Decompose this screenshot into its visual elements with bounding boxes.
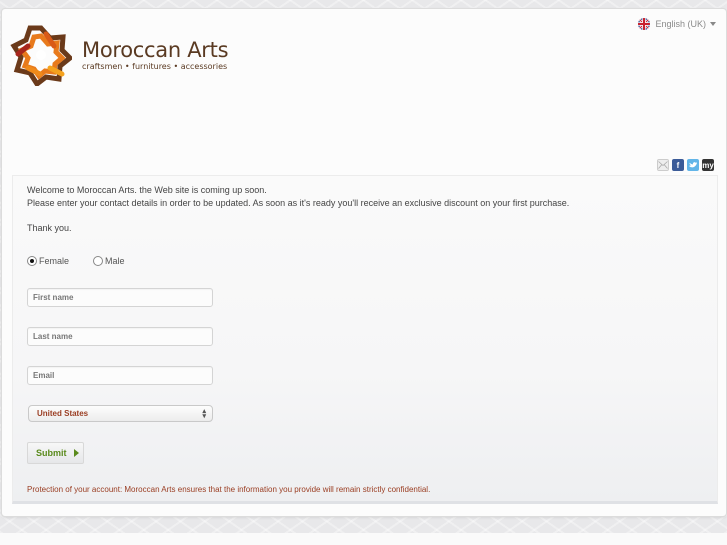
gender-male-label: Male xyxy=(105,256,125,266)
myspace-icon[interactable]: my xyxy=(702,160,714,170)
submit-label: Submit xyxy=(36,448,67,458)
play-arrow-icon xyxy=(74,449,79,457)
privacy-notice: Protection of your account: Moroccan Arts ensures that the information you provide will remain strictly confidential. xyxy=(27,485,431,494)
radio-checked-icon xyxy=(27,256,37,266)
twitter-icon[interactable] xyxy=(687,159,699,171)
last-name-input[interactable] xyxy=(27,327,213,346)
chevron-down-icon xyxy=(710,22,716,26)
email-input[interactable] xyxy=(27,366,213,385)
page-container xyxy=(1,8,727,517)
gender-female-radio[interactable] xyxy=(27,256,69,266)
logo-mark-icon xyxy=(10,24,72,86)
brand-name: Moroccan Arts xyxy=(82,38,229,62)
radio-unchecked-icon xyxy=(93,256,103,266)
uk-flag-icon xyxy=(638,18,650,30)
mail-icon[interactable] xyxy=(657,159,669,171)
facebook-icon[interactable]: f xyxy=(672,159,684,171)
updown-arrows-icon: ▴ ▾ xyxy=(202,407,206,420)
welcome-text: Welcome to Moroccan Arts. the Web site is coming up soon. xyxy=(27,185,267,195)
brand-logo[interactable] xyxy=(10,24,228,86)
country-select[interactable] xyxy=(28,405,213,422)
country-select-value: United States xyxy=(37,409,89,418)
submit-button[interactable] xyxy=(27,442,84,464)
instructions-text: Please enter your contact details in order to be updated. As soon as it's ready you'll receive an exclusive discount on your first purchase. xyxy=(27,198,570,208)
signup-panel xyxy=(12,175,718,504)
gender-male-radio[interactable] xyxy=(93,256,125,266)
language-selector[interactable] xyxy=(638,18,716,30)
thanks-text: Thank you. xyxy=(27,223,72,233)
gender-radio-group xyxy=(27,256,149,266)
language-label: English (UK) xyxy=(655,19,706,29)
gender-female-label: Female xyxy=(39,256,70,266)
social-links xyxy=(657,159,714,171)
brand-tagline: craftsmen • furnitures • accessories xyxy=(82,62,228,71)
first-name-input[interactable] xyxy=(27,288,213,307)
